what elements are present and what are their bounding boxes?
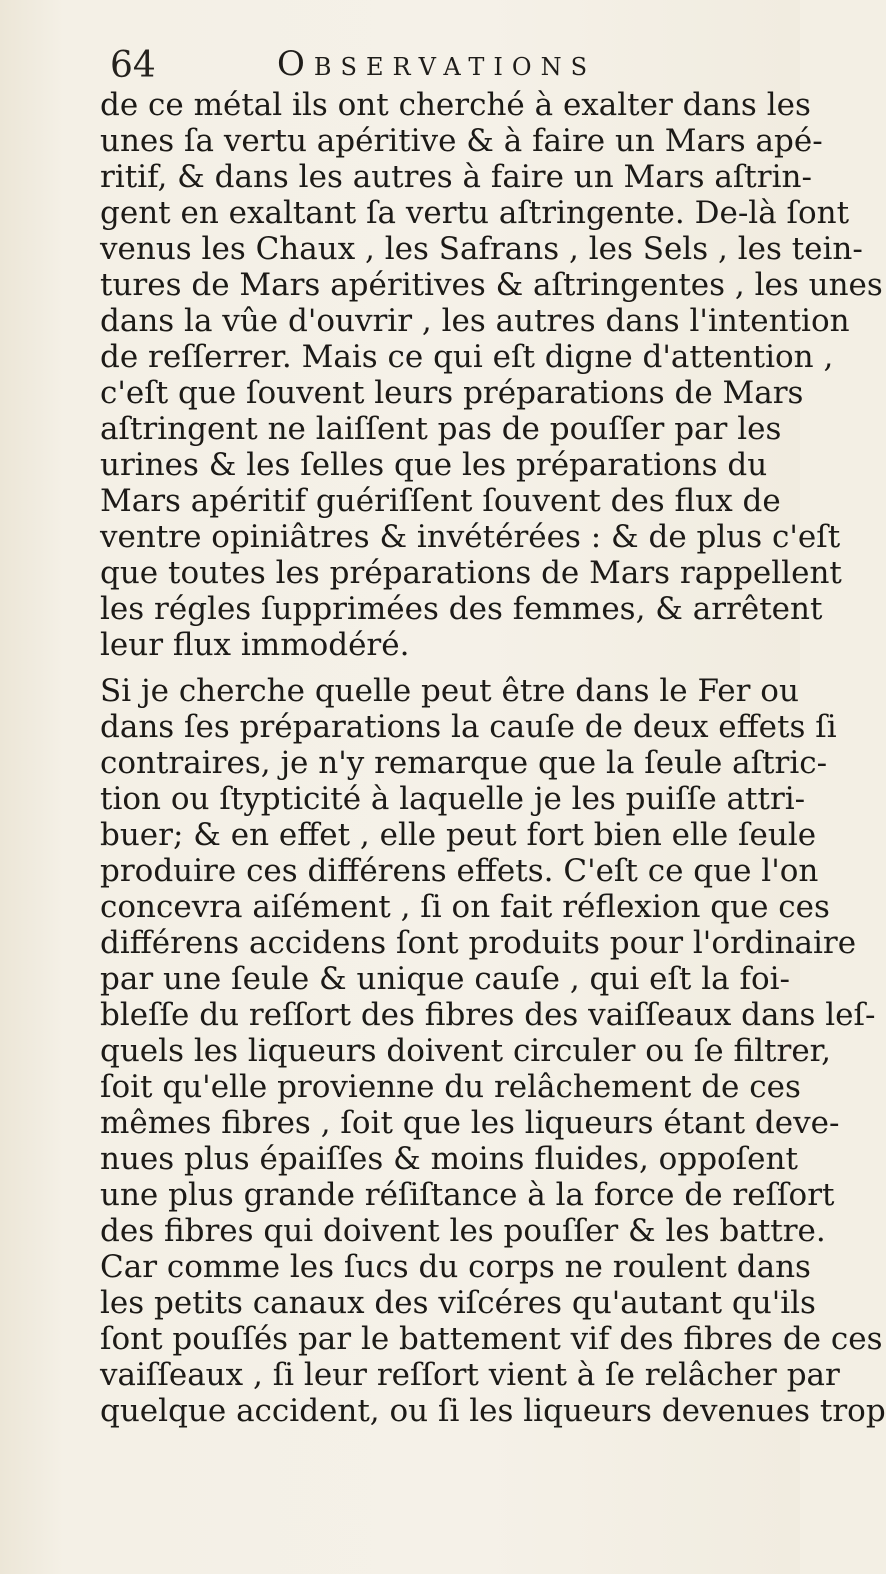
text-line: dans ſes préparations la cauſe de deux effets ſi — [100, 709, 837, 745]
text-line: tion ou ſtypticité à laquelle je les puiſſe attri- — [100, 781, 806, 817]
text-line: Car comme les ſucs du corps ne roulent dans — [100, 1249, 811, 1285]
text-line: ſoit qu'elle provienne du relâchement de ces — [100, 1069, 801, 1105]
text-line: une plus grande réſiſtance à la force de reſſort — [100, 1177, 835, 1213]
text-line-content: ritif, & dans les autres à faire un Mars aſtrin- — [100, 159, 812, 195]
text-line: par une ſeule & unique cauſe , qui eſt la foi- — [100, 961, 791, 997]
text-line: contraires, je n'y remarque que la ſeule aſtric- — [100, 745, 828, 781]
text-line: Si je cherche quelle peut être dans le Fer ou — [100, 673, 799, 709]
text-line: quels les liqueurs doivent circuler ou ſe filtrer, — [100, 1033, 831, 1069]
text-line — [100, 123, 823, 159]
text-line: buer; & en effet , elle peut fort bien elle ſeule — [100, 817, 817, 853]
text-line: de ce métal ils ont cherché à exalter dans les — [100, 87, 811, 123]
text-line: tures de Mars apéritives & aſtringentes , les unes — [100, 267, 883, 303]
text-line: concevra aiſément , ſi on fait réflexion que ces — [100, 889, 830, 925]
body-text — [100, 87, 886, 1558]
text-line: gent en exaltant ſa vertu aſtringente. De-là ſont — [100, 195, 850, 231]
text-line: dans la vûe d'ouvrir , les autres dans l'intention — [100, 303, 850, 339]
text-line: ſont pouſſés par le battement vif des fibres de ces — [100, 1321, 883, 1357]
text-line: bleſſe du reſſort des fibres des vaiſſeaux dans leſ- — [100, 997, 876, 1033]
text-line: de reſſerrer. Mais ce qui eſt digne d'attention , — [100, 339, 834, 375]
text-line: produire ces différens effets. C'eſt ce que l'on — [100, 853, 819, 889]
text-line: des fibres qui doivent les pouſſer & les battre. — [100, 1213, 826, 1249]
text-line: leur flux immodéré. — [100, 627, 410, 663]
text-line — [100, 159, 812, 195]
running-title: Observations — [277, 44, 597, 84]
text-line: ventre opiniâtres & invétérées : & de plus c'eſt — [100, 519, 841, 555]
text-line: mêmes fibres , ſoit que les liqueurs étant deve- — [100, 1105, 840, 1141]
text-line: différens accidens ſont produits pour l'ordinaire — [100, 925, 857, 961]
text-line: aſtringent ne laiſſent pas de pouſſer par les — [100, 411, 782, 447]
text-line-content: unes ſa vertu apéritive & à faire un Mars apé- — [100, 123, 823, 159]
page-number: 64 — [110, 45, 156, 86]
text-line: c'eſt que ſouvent leurs préparations de Mars — [100, 375, 804, 411]
text-line: urines & les ſelles que les préparations du — [100, 447, 768, 483]
page-header — [110, 42, 760, 90]
text-line: venus les Chaux , les Safrans , les Sels , les tein- — [100, 231, 863, 267]
text-line: les régles ſupprimées des femmes, & arrêtent — [100, 591, 823, 627]
text-line: nues plus épaiſſes & moins fluides, oppoſent — [100, 1141, 798, 1177]
text-line: Mars apéritif guériſſent ſouvent des flux de — [100, 483, 781, 519]
text-line: les petits canaux des viſcéres qu'autant qu'ils — [100, 1285, 816, 1321]
text-line: que toutes les préparations de Mars rappellent — [100, 555, 842, 591]
text-line: quelque accident, ou ſi les liqueurs devenues trop — [100, 1393, 886, 1429]
text-line: vaiſſeaux , ſi leur reſſort vient à ſe relâcher par — [100, 1357, 840, 1393]
